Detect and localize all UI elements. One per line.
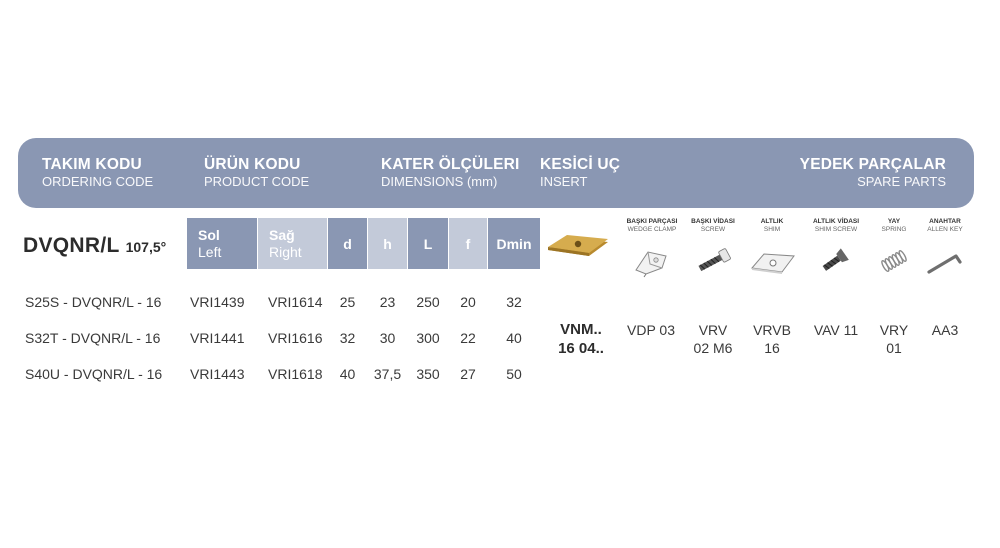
table-row [0, 366, 540, 386]
column-header-f: f [449, 218, 487, 269]
spare-part-header: YAY SPRING [881, 218, 907, 233]
ordering-code: S32T - DVQNR/L - 16 [25, 330, 161, 346]
header-product-code: ÜRÜN KODU PRODUCT CODE [204, 156, 310, 189]
dim-h: 23 [379, 294, 396, 310]
insert-code: VNM.. 16 04.. [558, 321, 604, 357]
product-code-left: VRI1443 [190, 366, 245, 382]
spare-part-header: ALTLIK SHIM [760, 218, 784, 233]
wedge-clamp-icon [632, 246, 672, 283]
dim-f: 27 [460, 366, 476, 382]
dim-f: 22 [460, 330, 476, 346]
shim-screw-icon [818, 246, 852, 281]
allen-key-icon [926, 246, 966, 281]
product-code-left: VRI1441 [190, 330, 245, 346]
model-angle: 107,5° [125, 239, 167, 255]
dim-L: 300 [416, 330, 440, 346]
table-row [0, 330, 540, 350]
dim-dmin: 40 [506, 330, 522, 346]
column-header-dmin: Dmin [488, 218, 540, 269]
dim-d: 40 [339, 366, 356, 382]
product-code-right: VRI1614 [268, 294, 323, 310]
spare-part-header: ANAHTAR ALLEN KEY [927, 218, 963, 233]
header-band [18, 138, 974, 208]
dim-dmin: 32 [506, 294, 522, 310]
dim-L: 350 [416, 366, 440, 382]
shim-icon [750, 246, 796, 281]
spare-part-header: BAŞKI PARÇASI WEDGE CLAMP [626, 218, 678, 233]
spare-part-value-wedge-clamp: VDP 03 [627, 322, 675, 338]
spare-part-value-shim-screw: VAV 11 [813, 322, 859, 338]
table-row [0, 294, 540, 314]
dim-d: 32 [339, 330, 356, 346]
spare-part-value-screw: VRV 02 M6 [693, 322, 733, 356]
spring-icon [876, 246, 912, 281]
spare-part-value-spring: VRY 01 [879, 322, 909, 356]
column-header-right: Sağ Right [258, 218, 327, 269]
column-header-L: L [408, 218, 448, 269]
column-header-left: Sol Left [187, 218, 257, 269]
ordering-code: S40U - DVQNR/L - 16 [25, 366, 163, 382]
dim-h: 30 [379, 330, 396, 346]
product-code-right: VRI1618 [268, 366, 323, 382]
dim-d: 25 [339, 294, 356, 310]
spare-part-value-allen-key: AA3 [931, 322, 959, 338]
ordering-code: S25S - DVQNR/L - 16 [25, 294, 162, 310]
dim-L: 250 [416, 294, 440, 310]
dim-dmin: 50 [506, 366, 522, 382]
header-dimensions: KATER ÖLÇÜLERI DIMENSIONS (mm) [381, 156, 520, 189]
spare-part-value-shim: VRVB 16 [753, 322, 791, 356]
header-ordering-code: TAKIM KODU ORDERING CODE [42, 156, 154, 189]
dim-h: 37,5 [373, 366, 402, 382]
column-header-d: d [328, 218, 367, 269]
insert-icon [545, 232, 611, 269]
model-name: DVQNR/L [23, 234, 120, 257]
spare-part-header: ALTLIK VİDASI SHIM SCREW [812, 218, 860, 233]
column-header-h: h [368, 218, 407, 269]
dim-f: 20 [460, 294, 476, 310]
product-code-right: VRI1616 [268, 330, 323, 346]
header-spare-parts: YEDEK PARÇALAR SPARE PARTS [799, 156, 946, 189]
screw-icon [694, 246, 734, 281]
spare-part-header: BAŞKI VİDASI SCREW [691, 218, 735, 233]
header-insert: KESİCİ UÇ INSERT [540, 156, 621, 189]
product-code-left: VRI1439 [190, 294, 245, 310]
model-title [23, 234, 166, 258]
